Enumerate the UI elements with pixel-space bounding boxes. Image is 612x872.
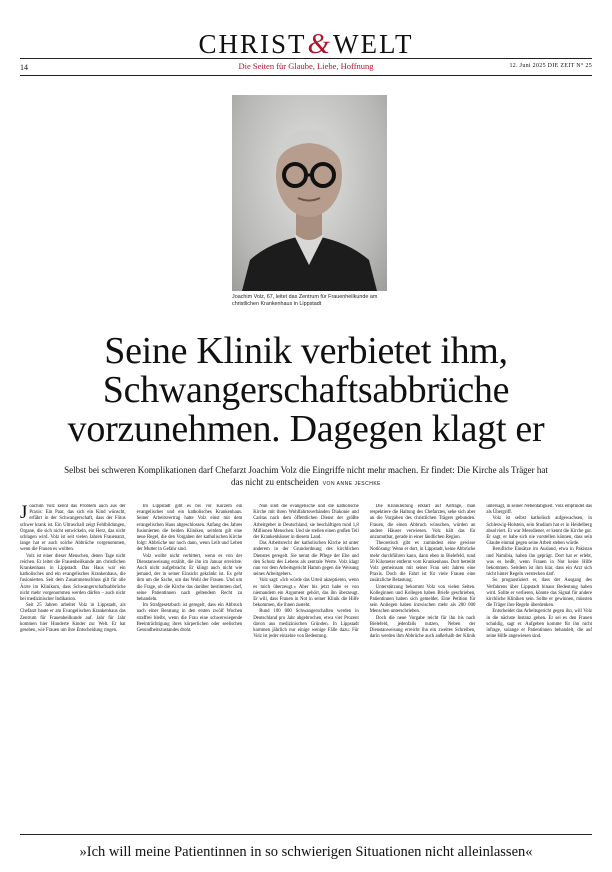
body-paragraph: Rund 100 000 Schwangerschaften werden in Deutschland pro Jahr abgebrochen, etwa vier Prozent davon aus medizinischen Gründen. In Lippstadt kommen jährlich nur einige wenige Fälle dazu. Für Volz ist jeder einzelne von Bedeutung. <box>253 609 359 640</box>
body-paragraph: Im Strafgesetzbuch ist geregelt, dass ein Abbruch nach einer Beratung in den ersten zwölf Wochen straffrei bleibt, wenn die Frau eine schwerwiegende Beeinträchtigung ihres körperlichen oder seelischen Gesundheitszustandes droht. <box>136 603 243 634</box>
page-number: 14 <box>20 63 28 72</box>
masthead-right: WELT <box>333 29 414 59</box>
body-paragraph: Theoretisch gibt es zumindest eine gewisse Notlösung: Wenn er dort, in Lippstadt, keine Abbrüche mehr durchführen kann, dann eben in Bielefeld, rund 50 Kilometer entfernt vom Krankenhaus. Dort betreibt Volz gemeinsam mit seiner Frau seit Jahren eine Praxis. Doch die Fahrt ist für viele Frauen eine zusätzliche Belastung. <box>369 541 476 584</box>
body-paragraph: Im Lippstadt gibt es bis vor Kurzem ein evangelisches und ein katholisches Krankenhaus. Seiner Arbeitsvertrag hatte Volz einst mit dem evangelischen Haus abgeschlossen. Anfang des Jahres fusionierten die beiden Kliniken, seitdem gilt eine neue Regel, die den Vorgaben der katholischen Kirche folgt: Abbrüche nur noch dann, wenn Leib und Leben der Mutter in Gefahr sind. <box>136 504 243 553</box>
pullquote-rule <box>20 834 592 835</box>
headline <box>20 332 592 449</box>
body-paragraph: Doch die neue Vorgabe reicht für ihn bis nach Bielefeld, jedenfalls nutzen, Neben der Dienstanweisung erreicht ihn ein zweites Schreiben, darin werden ihm Abbrüche auch außerhalb der Klinik untersagt, in seiner Nebentätigkeit. Volz empfindet das als Übergriff. <box>369 504 592 640</box>
photo-caption: Joachim Volz, 67, leitet das Zentrum für Frauenheilkunde am christlichen Krankenhaus in Lippstadt <box>232 294 378 307</box>
article-body <box>20 504 592 814</box>
body-paragraph: Entscheidet das Arbeitsgericht gegen ihn, will Volz in die nächste Instanz gehen. Er sei es den Frauen schuldig, sagt er. Aufgeben komme für ihn nicht infrage, solange er Patientinnen behandelt, die auf seine Hilfe angewiesen sind. <box>486 609 592 640</box>
portrait-illustration-icon <box>232 95 387 291</box>
body-paragraph: Nun sind die evangelische und die katholische Kirche mit ihren Wohlfahrtsverbänden Diakonie und Caritas nach dem öffentlichen Dienst der größte Arbeitgeber in Deutschland, sie beschäftigen rund 1,8 Millionen Menschen. Und sie stellen einen großen Teil der Krankenhäuser in diesem Land. <box>253 504 359 541</box>
body-paragraph: Joachim Volz kennt das Problem auch aus der Praxis: Ein Paar, das sich ein Kind wünscht, erfährt in der Schwangerschaft, dass der Fötus schwer krank ist. Ein Ultraschall zeigt Fehlbildungen, Organe, die sich nicht entwickeln, ein Herz, das nicht schlagen wird. Volz ist seit vielen Jahren Frauenarzt, lange hat er auch solche Abbrüche vorgenommen, wenn die Frauen es wollten. <box>20 504 126 553</box>
body-paragraph: Die Klinikleitung erklärt auf Anfrage, man respektiere die Haltung des Chefarztes, sehe sich aber an die Vorgaben des christlichen Trägers gebunden. Frauen, die einen Abbruch wünschen, würden an andere Häuser verwiesen. Volz hält das für unzumutbar, gerade in einer ländlichen Region. <box>369 504 476 541</box>
headline-line: vorzunehmen. Dagegen klagt er <box>67 408 545 450</box>
masthead <box>0 28 612 61</box>
body-paragraph: Berufliche Einsätze im Ausland, etwa in Pakistan und Namibia, haben ihn geprägt. Dort hat er erlebt, was es heißt, wenn Frauen in Not keine Hilfe bekommen. Seitdem ist ihm klar, dass ein Arzt sich nicht hinter Regeln verstecken darf. <box>486 547 592 578</box>
body-paragraph: Volz sagt: »Ich würde das Urteil akzeptieren, wenn es mich überzeugt.« Aber bis jetzt habe er von niemandem ein Argument gehört, das ihn überzeugt. Er will, dass Frauen in Not in seiner Klinik die Hilfe bekommen, die ihnen zusteht. <box>253 578 359 609</box>
masthead-rule <box>20 58 592 59</box>
section-subtitle: Die Seiten für Glaube, Liebe, Hoffnung <box>238 61 374 71</box>
dropcap: J <box>20 504 28 523</box>
headline-line: Schwangerschaftsabbrüche <box>102 369 510 411</box>
body-paragraph: Volz ist selbst katholisch aufgewachsen, in Schleswig-Holstein, sein Studium hat er in Heidelberg absolviert. Er war Messdiener, er kennt die Kirche gut. Er sagt, er habe sich nie vorstellen können, dass sein Glaube einmal gegen seine Arbeit stehen würde. <box>486 516 592 547</box>
body-paragraph: Unterstützung bekommt Volz von vielen Seiten. Kolleginnen und Kollegen haben Briefe geschrieben, Patientinnen haben sich gemeldet. Eine Petition für sein Anliegen haben inzwischen mehr als 200 000 Menschen unterschrieben. <box>369 584 476 615</box>
body-paragraph: Seit 25 Jahren arbeitet Volz in Lippstadt, als Chefarzt baute er am Evangelischen Krankenhaus das Zentrum für Frauenheilkunde auf. Jahr für Jahr kommen hier Hunderte Kinder zur Welt. Er hat gesehen, wie Frauen um ihre Entscheidung ringen. <box>20 603 126 634</box>
headline-line: Seine Klinik verbietet ihm, <box>104 330 508 372</box>
pullquote: »Ich will meine Patientinnen in so schwierigen Situationen nicht alleinlassen« <box>79 844 533 860</box>
portrait-photo <box>232 95 387 291</box>
body-paragraph: Volz ist einer dieser Menschen, denen Tage nicht reichen. Er leitet die Frauenheilkunde am christlichen Krankenhaus in Lippstadt. Das Haus war ein katholisches und ein evangelisches Krankenhaus, die fusionierten. Seit dem Zusammenschluss gilt für alle Ärzte im Klinikum, dass Schwangerschaftsabbrüche nicht mehr vorgenommen werden dürfen – auch nicht bei medizinischer Indikation. <box>20 553 126 603</box>
masthead-left: CHRIST <box>198 29 307 59</box>
byline: VON ANNE JESCHKE <box>322 481 382 487</box>
body-paragraph: Volz wollte nicht verbittert, wenn es von der Dienstanweisung erzählt, die ihn im Januar erreichte. Auch nicht aufgebracht. Er klingt auch nicht wie jemand, der in seiner Einsicht gekränkt ist. Es geht ihm um die Sache, um das Wohl der Frauen. Und um die Frage, ob die Kirche das darüber bestimmen darf, seine Patientinnen nach geltendem Recht zu behandeln. <box>136 553 243 603</box>
deck-text: Selbst bei schweren Komplikationen darf Chefarzt Joachim Volz die Eingriffe nicht mehr machen. Er findet: Die Kirche als Träger hat das nicht zu entscheiden <box>64 465 548 487</box>
body-paragraph: So prognostiziert er, dass der Ausgang des Verfahrens über Lippstadt hinaus Bedeutung haben wird. Sollte er verlieren, könnte das Signal für andere kirchliche Kliniken sein. Sollte er gewinnen, müssten die Träger ihre Regeln überdenken. <box>486 578 592 609</box>
deck <box>60 464 552 490</box>
dateline: 12. Juni 2025 DIE ZEIT N° 25 <box>509 63 592 69</box>
header-rule <box>20 75 592 76</box>
masthead-flourish-icon: & <box>307 28 333 60</box>
body-paragraph: Das Arbeitsrecht der katholischen Kirche ist unter anderem in der Grundordnung des kirchlichen Dienstes geregelt. Sie nennt die Pflege der Ehe und den Schutz des Lebens als zentrale Werte. Volz klagt nun vor dem Arbeitsgericht Hamm gegen die Weisung seines Arbeitgebers. <box>253 541 359 578</box>
